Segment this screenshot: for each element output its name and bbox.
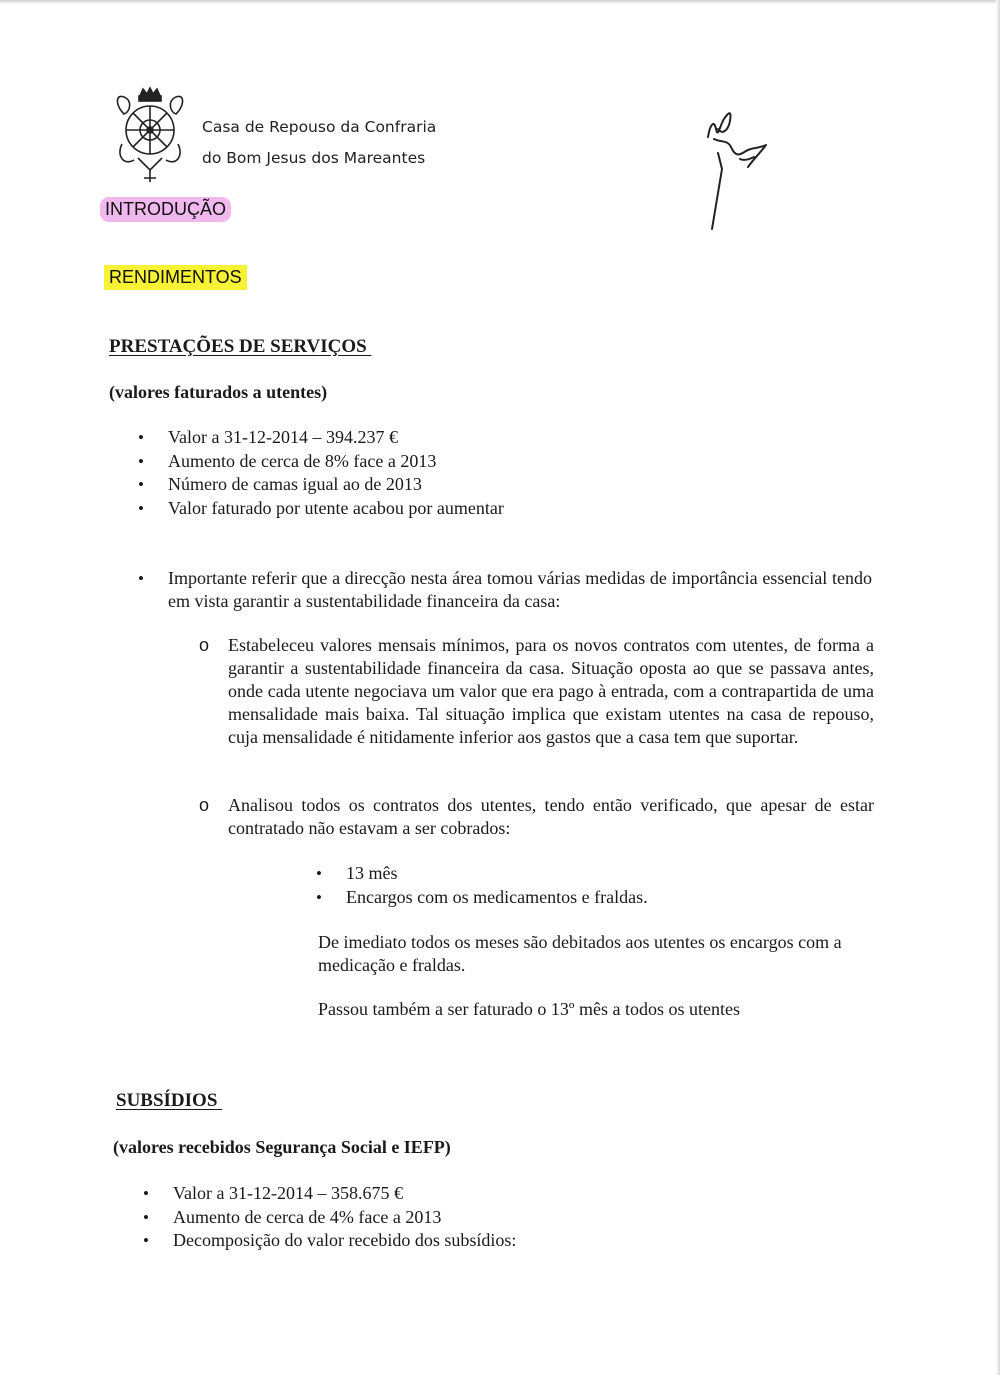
prestacoes-bullet-list	[138, 426, 504, 520]
scan-edge-right	[996, 0, 1000, 1375]
section-subtitle-prestacoes: (valores faturados a utentes)	[109, 382, 328, 402]
org-line-2: do Bom Jesus dos Mareantes	[202, 149, 426, 167]
important-paragraph: Importante referir que a direcção nesta área tomou várias medidas de importância essencial tendo em vista garantir a sustentabilidade financeira da casa:	[168, 568, 872, 611]
sub-bullet-marker: o	[199, 635, 210, 655]
list-item: • Aumento de cerca de 8% face a 2013	[138, 450, 504, 474]
heading-introducao: INTRODUÇÃO	[100, 197, 231, 222]
list-item: • Aumento de cerca de 4% face a 2013	[143, 1206, 516, 1230]
note-2-paragraph: Passou também a ser faturado o 13º mês a todos os utentes	[318, 999, 740, 1019]
org-line-1: Casa de Repouso da Confraria	[202, 118, 437, 136]
measure-2-item-list	[316, 862, 648, 909]
list-item: • Valor a 31-12-2014 – 358.675 €	[143, 1182, 516, 1206]
list-item: • Número de camas igual ao de 2013	[138, 473, 504, 497]
list-item: • Valor faturado por utente acabou por aumentar	[138, 497, 504, 521]
organization-name	[202, 112, 436, 174]
sub-bullet-marker: o	[199, 795, 210, 815]
list-item: • Encargos com os medicamentos e fraldas.	[316, 886, 648, 910]
list-item: • 13 mês	[316, 862, 648, 886]
subsidios-bullet-list	[143, 1182, 516, 1253]
list-item: • Valor a 31-12-2014 – 394.237 €	[138, 426, 504, 450]
section-title-prestacoes: PRESTAÇÕES DE SERVIÇOS	[109, 336, 372, 357]
list-item: • Decomposição do valor recebido dos subsídios:	[143, 1229, 516, 1253]
measure-2-paragraph: Analisou todos os contratos dos utentes, tendo então verificado, que apesar de estar contratado não estavam a ser cobrados:	[228, 795, 874, 838]
confraria-crest-logo	[112, 86, 188, 186]
heading-rendimentos: RENDIMENTOS	[104, 265, 247, 290]
scan-edge-top	[0, 0, 1000, 4]
note-1-paragraph: De imediato todos os meses são debitados aos utentes os encargos com a medicação e fraldas.	[318, 932, 842, 975]
measure-1-paragraph: Estabeleceu valores mensais mínimos, para os novos contratos com utentes, de forma a garantir a sustentabilidade financeira da casa. Situação oposta ao que se passava antes, onde cada utente negociava um valor que era pago à entrada, com a contrapartida de uma mensalidade mais baixa. Tal situação implica que existam utentes na casa de repouso, cuja mensalidade é nitidamente inferior aos gastos que a casa tem que suportar.	[228, 635, 874, 747]
section-subtitle-subsidios: (valores recebidos Segurança Social e IEFP)	[113, 1137, 451, 1157]
bullet-marker: •	[138, 569, 144, 588]
handwritten-signature	[700, 95, 780, 235]
section-title-subsidios: SUBSÍDIOS	[116, 1090, 223, 1111]
